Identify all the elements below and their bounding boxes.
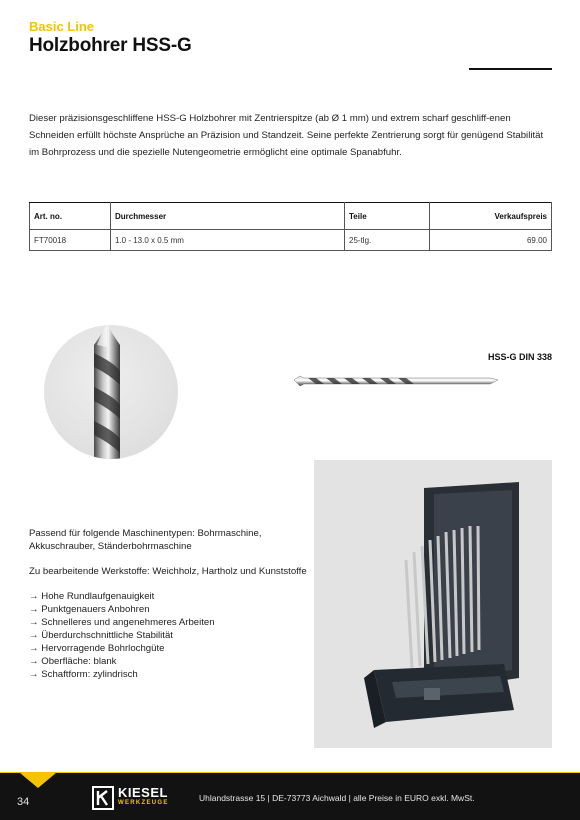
list-item: → Schnelleres und angenehmeres Arbeiten <box>29 617 215 628</box>
drill-set-photo <box>314 460 552 748</box>
cell-durchmesser: 1.0 - 13.0 x 0.5 mm <box>111 230 345 251</box>
footer-address: Uhlandstrasse 15 | DE-73773 Aichwald | alle Preise in EURO exkl. MwSt. <box>199 793 475 803</box>
page-number: 34 <box>17 796 30 808</box>
cell-verkaufspreis: 69.00 <box>430 230 552 251</box>
table-header-row <box>30 203 552 230</box>
workpiece-materials: Zu bearbeitende Werkstoffe: Weichholz, Hartholz und Kunststoffe <box>29 566 307 577</box>
drill-tip-closeup <box>44 325 178 459</box>
list-item: → Oberfläche: blank <box>29 656 117 667</box>
spec-table <box>29 202 552 251</box>
logo-wordmark: KIESEL <box>118 785 168 800</box>
series-label: Basic Line <box>29 19 95 34</box>
table-row <box>30 230 552 251</box>
feature-list <box>29 590 309 681</box>
list-item: → Schaftform: zylindrisch <box>29 669 138 680</box>
cell-art-no: FT70018 <box>30 230 111 251</box>
list-item: → Punktgenauers Anbohren <box>29 604 150 615</box>
list-item: → Hervorragende Bohrlochgüte <box>29 643 165 654</box>
footer-accent-band <box>0 772 580 790</box>
drill-tip-icon <box>44 325 178 459</box>
col-header-durchmesser: Durchmesser <box>111 203 345 230</box>
logo-subtitle: WERKZEUGE <box>118 800 169 806</box>
drill-bit-icon <box>294 366 500 396</box>
page-title: Holzbohrer HSS-G <box>29 35 192 56</box>
drill-standard-label: HSS-G DIN 338 <box>487 352 552 362</box>
drill-side-view <box>294 366 500 401</box>
col-header-art-no: Art. no. <box>30 203 111 230</box>
cell-teile: 25-tlg. <box>345 230 430 251</box>
col-header-verkaufspreis: Verkaufspreis <box>430 203 552 230</box>
list-item: → Hohe Rundlaufgenauigkeit <box>29 591 155 602</box>
title-divider <box>469 68 552 70</box>
col-header-teile: Teile <box>345 203 430 230</box>
features-section <box>29 527 309 681</box>
product-description: Dieser präzisionsgeschliffene HSS-G Holzbohrer mit Zentrierspitze (ab Ø 1 mm) und extrem scharf geschliff-enen Schneiden erfüllt höchste Ansprüche an Präzision und Standzeit. Seine perfekte Zentrierung sorgt für genügend Stabilität im Bohrprozess und die spezielle Nutengeometrie ermöglicht eine optimale Spanabfuhr. <box>29 113 544 158</box>
list-item: → Überdurchschnittliche Stabilität <box>29 630 173 641</box>
kiesel-logo-icon <box>92 786 114 810</box>
drill-case-icon <box>314 460 552 748</box>
machine-types: Passend für folgende Maschinentypen: Bohrmaschine, Akkuschrauber, Ständerbohrmaschine <box>29 528 262 552</box>
